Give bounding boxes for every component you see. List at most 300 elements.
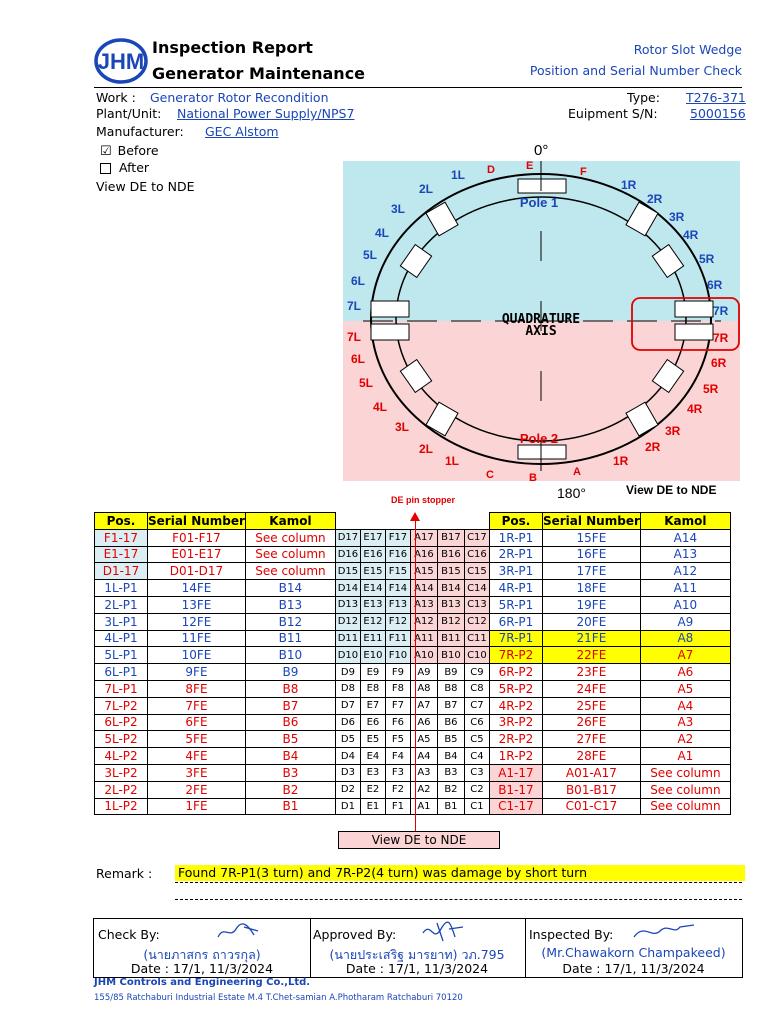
slot-cell: D13 (335, 596, 360, 613)
right-pos-cell: 1R-P2 (489, 748, 542, 765)
report-subtitle: Generator Maintenance (152, 64, 366, 83)
wedge-letter: B (529, 472, 537, 484)
left-kamol-cell: B3 (245, 764, 335, 781)
axis-label-line1: QUADRATURE (501, 312, 581, 327)
header-divider (94, 87, 742, 88)
inspected-by-box (525, 918, 743, 978)
wedge-table (94, 512, 731, 815)
checked-box-icon[interactable]: ☑ (100, 144, 112, 159)
slot-cell: A11 (410, 630, 437, 647)
check-signature (214, 921, 264, 943)
left-serial-cell: 9FE (148, 664, 246, 681)
slot-cell: F6 (385, 714, 410, 731)
right-pos-cell: 7R-P1 (489, 630, 542, 647)
company-address: 155/85 Ratchaburi Industrial Estate M.4 T.Chet-samian A.Photharam Ratchaburi 70120 (94, 993, 463, 1003)
slot-label: 4R (687, 402, 703, 416)
slot-cell: E14 (360, 580, 385, 597)
slot-cell: E10 (360, 647, 385, 664)
slot-cell: A14 (410, 580, 437, 597)
axis-label-line2: AXIS (525, 324, 557, 339)
slot-cell: F9 (385, 664, 410, 681)
slot-label: 4L (375, 226, 390, 240)
approved-by-label: Approved By: (313, 927, 397, 942)
slot-cell: D16 (335, 546, 360, 563)
right-serial-cell: 15FE (542, 529, 640, 546)
table-row (95, 529, 731, 546)
slot-cell: D7 (335, 697, 360, 714)
before-label: Before (117, 143, 159, 158)
slot-cell: B12 (437, 613, 464, 630)
slot-cell: E13 (360, 596, 385, 613)
slot-cell: B8 (437, 680, 464, 697)
slot-cell: C4 (464, 748, 489, 765)
slot-cell: E9 (360, 664, 385, 681)
right-pos-cell: C1-17 (489, 798, 542, 815)
slot-label: 1R (613, 454, 629, 468)
right-serial-cell: 23FE (542, 664, 640, 681)
table-row (95, 630, 731, 647)
after-checkbox-row[interactable] (100, 160, 149, 175)
left-pos-cell: 7L-P2 (95, 697, 148, 714)
right-kamol-cell: A14 (640, 529, 730, 546)
left-serial-cell: 12FE (148, 613, 246, 630)
slot-cell: B3 (437, 764, 464, 781)
slot-label: 2R (645, 440, 661, 454)
table-row (95, 563, 731, 580)
slot-cell: B1 (437, 798, 464, 815)
slot-cell: B13 (437, 596, 464, 613)
left-pos-cell: 6L-P1 (95, 664, 148, 681)
table-row (95, 613, 731, 630)
right-serial-cell: 19FE (542, 596, 640, 613)
pole2-label: Pole 2 (519, 431, 559, 446)
left-serial-cell: 13FE (148, 596, 246, 613)
right-pos-cell: 6R-P2 (489, 664, 542, 681)
slot-cell: A1 (410, 798, 437, 815)
slot-label: 5L (359, 376, 374, 390)
left-serial-cell: 2FE (148, 781, 246, 798)
table-row (95, 580, 731, 597)
slot-cell: B17 (437, 529, 464, 546)
slot-cell: D12 (335, 613, 360, 630)
slot-label: 7R (713, 304, 729, 318)
slot-label: 3R (665, 424, 681, 438)
left-kamol-cell: B2 (245, 781, 335, 798)
slot-cell: B14 (437, 580, 464, 597)
slot-cell: F1 (385, 798, 410, 815)
left-kamol-cell: See column (245, 563, 335, 580)
right-serial-cell: 22FE (542, 647, 640, 664)
table-row (95, 680, 731, 697)
logo-text: JHM (97, 49, 145, 74)
slot-label: 1R (621, 178, 637, 192)
type-label: Type: (627, 90, 660, 105)
before-checkbox-row[interactable] (100, 143, 159, 159)
inspect-signature (630, 921, 700, 943)
slot-cell: C17 (464, 529, 489, 546)
left-kamol-cell: B10 (245, 647, 335, 664)
pole1-label: Pole 1 (519, 195, 559, 210)
slot-cell: E3 (360, 764, 385, 781)
remark-line-2 (175, 899, 742, 900)
slot-cell: E11 (360, 630, 385, 647)
slot-cell: D3 (335, 764, 360, 781)
check-by-box (93, 918, 311, 978)
slot-cell: D1 (335, 798, 360, 815)
manufacturer-label: Manufacturer: (96, 124, 184, 139)
check-by-name: (นายภาสกร ถาวรกุล) (143, 947, 261, 962)
right-kamol-cell: A10 (640, 596, 730, 613)
left-serial-cell: 4FE (148, 748, 246, 765)
slot-label: 4L (373, 400, 388, 414)
type-value: T276-371 (686, 90, 746, 105)
left-serial-cell: 6FE (148, 714, 246, 731)
bottom-angle-label: 180° (557, 485, 586, 501)
inspected-by-label: Inspected By: (529, 927, 614, 942)
slot-cell: E8 (360, 680, 385, 697)
slot-cell: C1 (464, 798, 489, 815)
right-pos-cell: 2R-P2 (489, 731, 542, 748)
slot-cell: E4 (360, 748, 385, 765)
jhm-logo (94, 38, 148, 84)
right-kamol-cell: A9 (640, 613, 730, 630)
right-serial-cell: C01-C17 (542, 798, 640, 815)
table-row (95, 664, 731, 681)
view-direction-label: View DE to NDE (96, 179, 195, 194)
wedge-letter: E (526, 160, 534, 172)
slot-cell: F3 (385, 764, 410, 781)
slot-cell: F17 (385, 529, 410, 546)
slot-cell: C8 (464, 680, 489, 697)
slot-cell: F15 (385, 563, 410, 580)
slot-cell: C13 (464, 596, 489, 613)
slot-cell: A15 (410, 563, 437, 580)
left-serial-cell: 1FE (148, 798, 246, 815)
slot-cell: F16 (385, 546, 410, 563)
right-kamol-cell: See column (640, 781, 730, 798)
slot-cell: D5 (335, 731, 360, 748)
table-row (95, 546, 731, 563)
slot-label: 1L (451, 168, 466, 182)
slot-cell: F10 (385, 647, 410, 664)
slot-cell: F4 (385, 748, 410, 765)
left-serial-cell: E01-E17 (148, 546, 246, 563)
wedge-letter: A (573, 466, 581, 478)
equipment-label: Euipment S/N: (568, 106, 658, 121)
slot-cell: C12 (464, 613, 489, 630)
top-angle-label: 0° (534, 142, 549, 159)
slot-label: 7L (347, 330, 362, 344)
slot-cell: F8 (385, 680, 410, 697)
left-kamol-cell: B13 (245, 596, 335, 613)
slot-cell: D9 (335, 664, 360, 681)
check-by-label: Check By: (98, 927, 160, 942)
slot-cell: E12 (360, 613, 385, 630)
slot-cell: D15 (335, 563, 360, 580)
remark-text: Found 7R-P1(3 turn) and 7R-P2(4 turn) was damage by short turn (175, 865, 745, 881)
slot-cell: F5 (385, 731, 410, 748)
slot-cell: E2 (360, 781, 385, 798)
report-title: Inspection Report (152, 38, 313, 57)
slot-cell: E7 (360, 697, 385, 714)
right-kamol-cell: A3 (640, 714, 730, 731)
right-kamol-cell: A6 (640, 664, 730, 681)
left-kamol-cell: B12 (245, 613, 335, 630)
table-row (95, 731, 731, 748)
left-serial-cell: 14FE (148, 580, 246, 597)
slot-cell: A16 (410, 546, 437, 563)
slot-cell: C9 (464, 664, 489, 681)
right-serial-cell: 27FE (542, 731, 640, 748)
slot-cell: F11 (385, 630, 410, 647)
slot-cell: A17 (410, 529, 437, 546)
slot-cell: C11 (464, 630, 489, 647)
slot-cell: D8 (335, 680, 360, 697)
right-kamol-cell: A12 (640, 563, 730, 580)
right-pos-cell: 7R-P2 (489, 647, 542, 664)
slot-cell: E6 (360, 714, 385, 731)
left-serial-cell: D01-D17 (148, 563, 246, 580)
slot-label: 5R (699, 252, 715, 266)
right-pos-cell: A1-17 (489, 764, 542, 781)
slot-cell: D2 (335, 781, 360, 798)
right-kamol-cell: A4 (640, 697, 730, 714)
left-kamol-cell: B6 (245, 714, 335, 731)
right-serial-cell: A01-A17 (542, 764, 640, 781)
red-center-line (415, 515, 416, 831)
right-serial-cell: 20FE (542, 613, 640, 630)
serial-header-right: Serial Number (542, 513, 640, 528)
left-pos-cell: 3L-P1 (95, 613, 148, 630)
slot-cell: C10 (464, 647, 489, 664)
after-label: After (119, 160, 150, 175)
table-row (95, 764, 731, 781)
table-view-caption: View DE to NDE (338, 831, 500, 849)
right-kamol-cell: A5 (640, 680, 730, 697)
right-kamol-cell: See column (640, 798, 730, 815)
slot-cell: E15 (360, 563, 385, 580)
left-pos-cell: 4L-P1 (95, 630, 148, 647)
left-serial-cell: 5FE (148, 731, 246, 748)
table-row (95, 714, 731, 731)
table-row (95, 748, 731, 765)
left-kamol-cell: B1 (245, 798, 335, 815)
left-pos-cell: 1L-P2 (95, 798, 148, 815)
slot-label: 6R (707, 278, 723, 292)
rotor-diagram (343, 142, 740, 509)
left-kamol-cell: See column (245, 529, 335, 546)
slot-cell: C16 (464, 546, 489, 563)
slot-label: 7L (347, 299, 362, 313)
right-pos-cell: 2R-P1 (489, 546, 542, 563)
manufacturer-value: GEC Alstom (205, 124, 279, 139)
slot-cell: C15 (464, 563, 489, 580)
table-row (95, 596, 731, 613)
slot-cell: C2 (464, 781, 489, 798)
slot-cell: D11 (335, 630, 360, 647)
slot-cell: E5 (360, 731, 385, 748)
slot-cell: D6 (335, 714, 360, 731)
slot-cell: D10 (335, 647, 360, 664)
left-kamol-cell: B7 (245, 697, 335, 714)
left-pos-cell: 1L-P1 (95, 580, 148, 597)
rotor-slot-wedge-title: Rotor Slot Wedge (633, 42, 742, 57)
slot-cell: A7 (410, 697, 437, 714)
company-name: JHM Controls and Engineering Co.,Ltd. (94, 977, 311, 988)
slot-cell: B6 (437, 714, 464, 731)
left-serial-cell: F01-F17 (148, 529, 246, 546)
right-serial-cell: 24FE (542, 680, 640, 697)
slot-cell: E1 (360, 798, 385, 815)
table-row (95, 697, 731, 714)
right-kamol-cell: See column (640, 764, 730, 781)
wedge-letter: C (486, 469, 494, 481)
unchecked-box-icon[interactable] (100, 163, 111, 174)
slot-cell: C5 (464, 731, 489, 748)
right-pos-cell: 6R-P1 (489, 613, 542, 630)
slot-cell: A9 (410, 664, 437, 681)
slot-cell: F7 (385, 697, 410, 714)
table-row (95, 781, 731, 798)
equipment-value: 5000156 (690, 106, 746, 121)
slot-label: 6L (351, 352, 366, 366)
right-kamol-cell: A11 (640, 580, 730, 597)
left-pos-cell: D1-17 (95, 563, 148, 580)
left-pos-cell: 4L-P2 (95, 748, 148, 765)
inspected-by-date: Date : 17/1, 11/3/2024 (562, 961, 705, 976)
slot-cell: B4 (437, 748, 464, 765)
slot-cell: F12 (385, 613, 410, 630)
left-kamol-cell: See column (245, 546, 335, 563)
right-pos-cell: 3R-P2 (489, 714, 542, 731)
slot-cell: A3 (410, 764, 437, 781)
left-pos-cell: 3L-P2 (95, 764, 148, 781)
left-pos-cell: F1-17 (95, 529, 148, 546)
plant-label: Plant/Unit: (96, 106, 162, 121)
slot-label: 6L (351, 274, 366, 288)
left-serial-cell: 11FE (148, 630, 246, 647)
left-pos-cell: 2L-P2 (95, 781, 148, 798)
check-by-date: Date : 17/1, 11/3/2024 (130, 961, 274, 976)
left-pos-cell: 7L-P1 (95, 680, 148, 697)
table-row (95, 798, 731, 815)
left-pos-cell: 6L-P2 (95, 714, 148, 731)
kamol-header-right: Kamol (640, 513, 730, 530)
slot-cell: B5 (437, 731, 464, 748)
slot-label: 5L (363, 248, 378, 262)
left-kamol-cell: B9 (245, 664, 335, 681)
slot-cell: A5 (410, 731, 437, 748)
de-pin-stopper-label: DE pin stopper (391, 495, 456, 505)
slot-cell: A13 (410, 596, 437, 613)
remark-label: Remark : (96, 866, 153, 881)
slot-label: 3L (391, 202, 406, 216)
slot-cell: F14 (385, 580, 410, 597)
position-serial-title: Position and Serial Number Check (529, 63, 742, 78)
slot-cell: B15 (437, 563, 464, 580)
inspected-by-name: (Mr.Chawakorn Champakeed) (541, 945, 726, 960)
slot-cell: D17 (335, 529, 360, 546)
diagram-view-caption: View DE to NDE (626, 483, 717, 497)
left-serial-cell: 8FE (148, 680, 246, 697)
slot-cell: D4 (335, 748, 360, 765)
wedge-letter: F (580, 166, 587, 178)
right-pos-cell: 5R-P1 (489, 596, 542, 613)
slot-label: 7R (713, 331, 729, 345)
approved-by-box (309, 918, 526, 978)
table-row (95, 647, 731, 664)
left-serial-cell: 3FE (148, 764, 246, 781)
right-pos-cell: 1R-P1 (489, 529, 542, 546)
slot-cell: B2 (437, 781, 464, 798)
left-serial-cell: 7FE (148, 697, 246, 714)
right-pos-cell: B1-17 (489, 781, 542, 798)
right-kamol-cell: A8 (640, 630, 730, 647)
up-arrow-icon (410, 512, 420, 521)
left-pos-cell: E1-17 (95, 546, 148, 563)
slot-cell: B7 (437, 697, 464, 714)
slot-label: 2L (419, 182, 434, 196)
slot-cell: B11 (437, 630, 464, 647)
slot-cell: A4 (410, 748, 437, 765)
slot-cell: C7 (464, 697, 489, 714)
right-serial-cell: 28FE (542, 748, 640, 765)
slot-cell: B16 (437, 546, 464, 563)
slot-label: 2L (419, 442, 434, 456)
work-label: Work : (96, 90, 136, 105)
right-kamol-cell: A13 (640, 546, 730, 563)
work-value: Generator Rotor Recondition (150, 90, 329, 105)
slot-cell: E16 (360, 546, 385, 563)
left-serial-cell: 10FE (148, 647, 246, 664)
wedge-letter: D (487, 164, 495, 176)
slot-cell: E17 (360, 529, 385, 546)
slot-cell: B10 (437, 647, 464, 664)
plant-value: National Power Supply/NPS7 (177, 106, 355, 121)
right-kamol-cell: A1 (640, 748, 730, 765)
right-serial-cell: 17FE (542, 563, 640, 580)
slot-cell: C6 (464, 714, 489, 731)
left-kamol-cell: B14 (245, 580, 335, 597)
approved-by-date: Date : 17/1, 11/3/2024 (345, 961, 489, 976)
slot-cell: F2 (385, 781, 410, 798)
right-serial-cell: 21FE (542, 630, 640, 647)
slot-label: 3R (669, 210, 685, 224)
slot-label: 6R (711, 356, 727, 370)
right-kamol-cell: A2 (640, 731, 730, 748)
slot-cell: A12 (410, 613, 437, 630)
slot-cell: A8 (410, 680, 437, 697)
right-serial-cell: B01-B17 (542, 781, 640, 798)
left-pos-cell: 5L-P2 (95, 731, 148, 748)
right-serial-cell: 25FE (542, 697, 640, 714)
right-serial-cell: 26FE (542, 714, 640, 731)
slot-cell: A10 (410, 647, 437, 664)
slot-cell: D14 (335, 580, 360, 597)
right-serial-cell: 16FE (542, 546, 640, 563)
slot-label: 1L (445, 454, 460, 468)
right-kamol-cell: A7 (640, 647, 730, 664)
right-pos-cell: 5R-P2 (489, 680, 542, 697)
left-kamol-cell: B5 (245, 731, 335, 748)
right-serial-cell: 18FE (542, 580, 640, 597)
left-kamol-cell: B11 (245, 630, 335, 647)
right-pos-cell: 4R-P2 (489, 697, 542, 714)
slot-cell: C14 (464, 580, 489, 597)
approved-by-name: (นายประเสริฐ มารยาท) วภ.795 (329, 947, 505, 962)
left-kamol-cell: B4 (245, 748, 335, 765)
slot-label: 2R (647, 192, 663, 206)
